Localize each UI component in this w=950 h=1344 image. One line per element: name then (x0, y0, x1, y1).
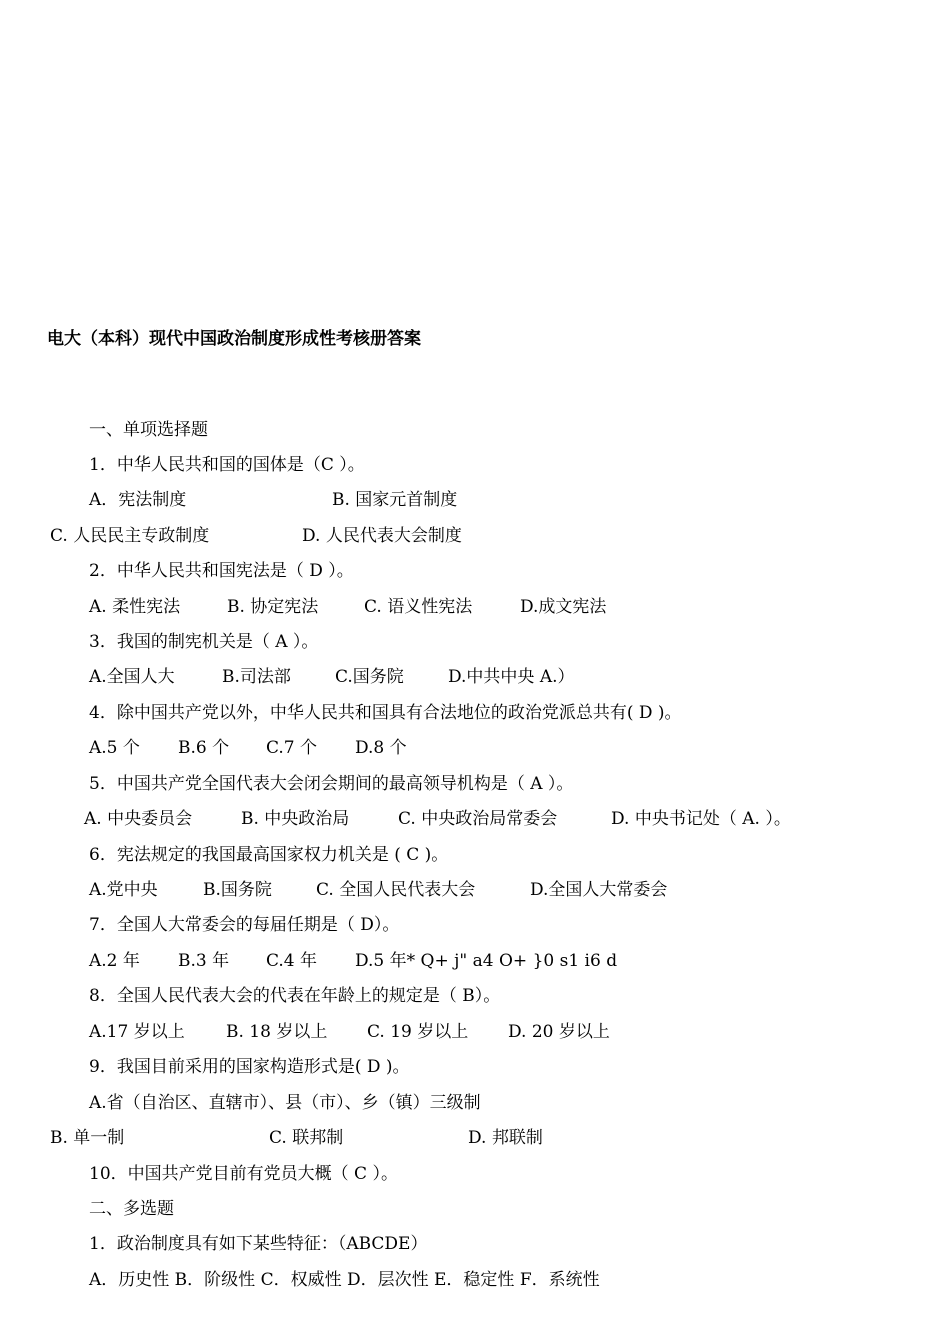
q2-option-b: B. 协定宪法 (227, 597, 319, 617)
q6-option-c: C. 全国人民代表大会 (316, 880, 476, 900)
q5-option-b: B. 中央政治局 (241, 809, 350, 829)
q8-option-d: D. 20 岁以上 (508, 1022, 610, 1042)
q6-options (89, 879, 789, 901)
q7-option-b: B.3 年 (178, 951, 230, 971)
q6-option-d: D.全国人大常委会 (530, 880, 668, 900)
q7-stem: 7．全国人大常委会的每届任期是（ D）。 (89, 915, 400, 935)
q7-options (89, 950, 789, 972)
section2-heading: 二、多选题 (89, 1199, 174, 1219)
q2-option-d: D.成文宪法 (520, 597, 607, 617)
q1-options-row2 (50, 525, 650, 547)
q8-option-a: A.17 岁以上 (89, 1022, 185, 1042)
q1-stem: 1．中华人民共和国的国体是（C ）。 (89, 455, 365, 475)
q3-option-a: A.全国人大 (89, 667, 175, 687)
q7-option-a: A.2 年 (89, 951, 140, 971)
q3-option-b: B.司法部 (222, 667, 291, 687)
q2-option-c: C. 语义性宪法 (364, 597, 473, 617)
q2-stem: 2．中华人民共和国宪法是（ D ）。 (89, 561, 354, 581)
q5-options (84, 808, 904, 830)
q4-option-b: B.6 个 (178, 738, 230, 758)
q1-option-a: A．宪法制度 (89, 490, 187, 510)
q8-stem: 8．全国人民代表大会的代表在年龄上的规定是（ B）。 (89, 986, 501, 1006)
q10-stem: 10．中国共产党目前有党员大概（ C ）。 (89, 1164, 398, 1184)
q6-stem: 6．宪法规定的我国最高国家权力机关是 ( C )。 (89, 845, 449, 865)
q6-option-a: A.党中央 (89, 880, 158, 900)
q1-option-c: C. 人民民主专政制度 (50, 526, 210, 546)
q1-option-d: D. 人民代表大会制度 (302, 526, 462, 546)
q5-option-d: D. 中央书记处（ A. ）。 (611, 809, 791, 829)
q5-stem: 5．中国共产党全国代表大会闭会期间的最高领导机构是（ A ）。 (89, 774, 574, 794)
q9-stem: 9．我国目前采用的国家构造形式是( D )。 (89, 1057, 410, 1077)
q3-option-c: C.国务院 (335, 667, 404, 687)
q1-options-row1 (89, 489, 689, 511)
q9-options-row2 (50, 1127, 750, 1149)
q6-option-b: B.国务院 (203, 880, 272, 900)
q4-option-d: D.8 个 (355, 738, 407, 758)
q7-option-d: D.5 年* Q+ j" a4 O+ }0 s1 i6 d (355, 951, 618, 971)
q3-options (89, 666, 789, 688)
q8-options (89, 1021, 789, 1043)
q2-options (89, 596, 789, 618)
q9-option-a: A.省（自治区、直辖市）、县（市）、乡（镇）三级制 (89, 1093, 481, 1113)
q3-stem: 3．我国的制宪机关是（ A ）。 (89, 632, 319, 652)
q5-option-a: A. 中央委员会 (84, 809, 193, 829)
q4-options (89, 737, 789, 759)
q4-option-c: C.7 个 (266, 738, 318, 758)
section1-heading: 一、单项选择题 (89, 420, 208, 440)
s2-q1-stem: 1．政治制度具有如下某些特征：（ABCDE） (89, 1234, 428, 1254)
q5-option-c: C. 中央政治局常委会 (398, 809, 558, 829)
q9-option-d: D. 邦联制 (468, 1128, 543, 1148)
q3-option-d: D.中共中央 A.） (448, 667, 575, 687)
q4-option-a: A.5 个 (89, 738, 140, 758)
q7-option-c: C.4 年 (266, 951, 318, 971)
q1-option-b: B. 国家元首制度 (332, 490, 458, 510)
q9-option-b: B. 单一制 (50, 1128, 125, 1148)
q8-option-c: C. 19 岁以上 (367, 1022, 469, 1042)
q8-option-b: B. 18 岁以上 (226, 1022, 328, 1042)
s2-q1-options: A．历史性 B．阶级性 C．权威性 D．层次性 E．稳定性 F．系统性 (89, 1270, 600, 1290)
q2-option-a: A. 柔性宪法 (89, 597, 181, 617)
q4-stem: 4．除中国共产党以外，中华人民共和国具有合法地位的政治党派总共有( D )。 (89, 703, 682, 723)
q9-option-c: C. 联邦制 (269, 1128, 344, 1148)
document-title: 电大（本科）现代中国政治制度形成性考核册答案 (47, 329, 421, 349)
